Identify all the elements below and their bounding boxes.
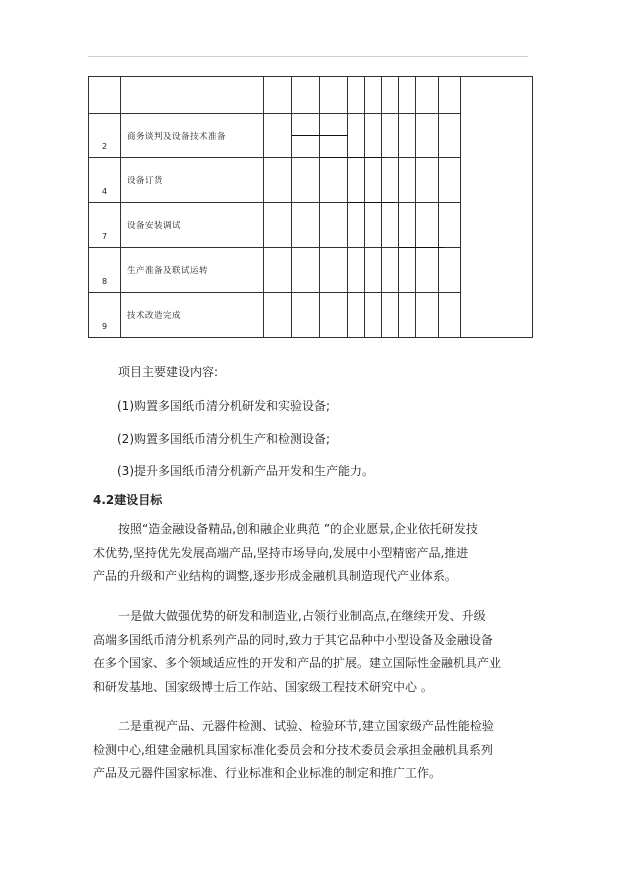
remarks-cell	[461, 77, 533, 338]
paragraph-rnd: 一是做大做强优势的研发和制造业,占领行业制高点,在继续开发、升级 高端多国纸币清分机系列产品的同时,致力于其它品种中小型设备及金融设备 在多个国家、多个领域适应性的开发和产品的扩展。建立国际性金融机具产业 和研发基地、国家级博士后工作站、国家级工程技术研究中心 。	[93, 609, 502, 694]
paragraph-testing: 二是重视产品、元器件检测、试验、检验环节,建立国家级产品性能检验 检测中心,组建金融机具国家标准化委员会和分技术委员会承担金融机具系列 产品及元器件国家标准、行业标准和企业标准的制定和推广工作。	[93, 719, 494, 780]
row-number: 8	[89, 248, 121, 293]
row-number: 2	[89, 114, 121, 158]
task-cell: 商务谈判及设备技术准备	[121, 114, 264, 158]
content-item: (1)购置多国纸币清分机研发和实验设备;	[117, 399, 331, 413]
content-item: (2)购置多国纸币清分机生产和检测设备;	[117, 432, 331, 446]
task-cell: 设备安装调试	[121, 203, 264, 248]
schedule-table	[88, 76, 533, 338]
header-rule	[88, 56, 528, 57]
task-cell: 生产准备及联试运转	[121, 248, 264, 293]
section-heading: 4.2建设目标	[93, 493, 163, 507]
row-number: 9	[89, 293, 121, 338]
content-item: (3)提升多国纸币清分机新产品开发和生产能力。	[117, 464, 374, 478]
row-number: 4	[89, 158, 121, 203]
task-cell	[121, 77, 264, 114]
row-number	[89, 77, 121, 114]
task-cell: 技术改造完成	[121, 293, 264, 338]
task-cell: 设备订货	[121, 158, 264, 203]
row-number: 7	[89, 203, 121, 248]
paragraph-vision: 按照“造金融设备精品,创和融企业典范 ”的企业愿景,企业依托研发技 术优势,坚持优先发展高端产品,坚持市场导向,发展中小型精密产品,推进 产品的升级和产业结构的调整,逐步形成金融机具制造现代产业体系。	[93, 522, 478, 583]
content-intro: 项目主要建设内容:	[118, 365, 219, 379]
table-row	[89, 77, 533, 114]
